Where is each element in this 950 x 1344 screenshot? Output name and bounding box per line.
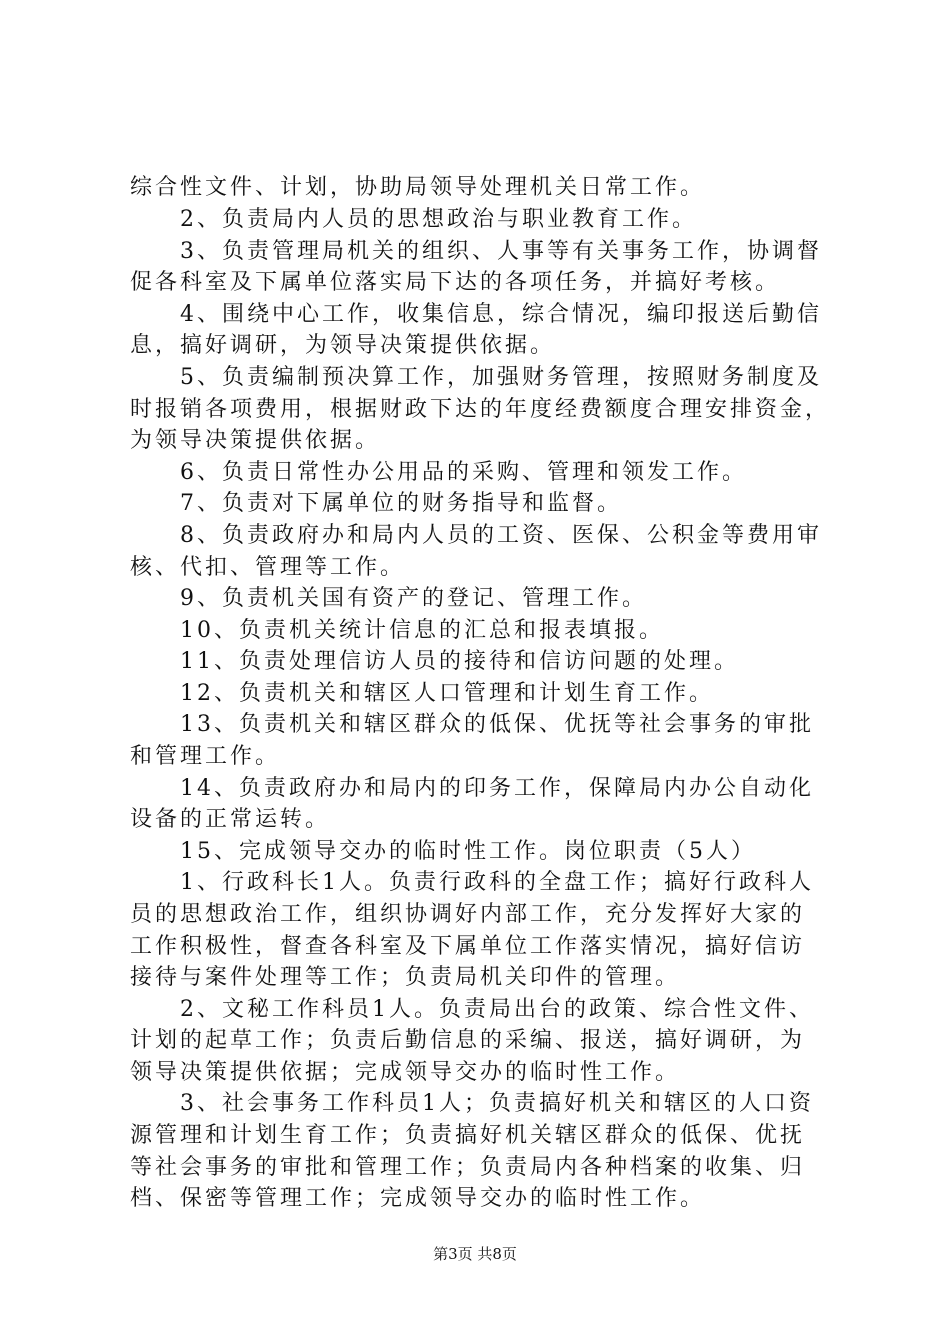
- text-line: 2、负责局内人员的思想政治与职业教育工作。: [130, 207, 697, 232]
- text-line: 2、文秘工作科员1人。负责局出台的政策、综合性文件、: [130, 997, 814, 1022]
- text-line: 15、完成领导交办的临时性工作。岗位职责（5人）: [130, 839, 756, 864]
- text-line: 综合性文件、计划，协助局领导处理机关日常工作。: [130, 175, 706, 200]
- page-number-footer: 第3页 共8页: [433, 1245, 517, 1263]
- text-line: 促各科室及下属单位落实局下达的各项任务，并搞好考核。: [130, 270, 781, 295]
- text-line: 核、代扣、管理等工作。: [130, 555, 406, 580]
- text-line: 10、负责机关统计信息的汇总和报表填报。: [130, 618, 664, 643]
- text-line: 4、围绕中心工作，收集信息，综合情况，编印报送后勤信: [130, 302, 822, 327]
- text-line: 9、负责机关国有资产的登记、管理工作。: [130, 586, 647, 611]
- text-line: 8、负责政府办和局内人员的工资、医保、公积金等费用审: [130, 523, 822, 548]
- text-line: 11、负责处理信访人员的接待和信访问题的处理。: [130, 649, 739, 674]
- text-line: 息，搞好调研，为领导决策提供依据。: [130, 333, 556, 358]
- text-line: 等社会事务的审批和管理工作；负责局内各种档案的收集、归: [130, 1155, 806, 1180]
- text-line: 为领导决策提供依据。: [130, 428, 381, 453]
- text-line: 源管理和计划生育工作；负责搞好机关辖区群众的低保、优抚: [130, 1123, 806, 1148]
- text-line: 5、负责编制预决算工作，加强财务管理，按照财务制度及: [130, 365, 822, 390]
- text-line: 领导决策提供依据；完成领导交办的临时性工作。: [130, 1060, 681, 1085]
- text-line: 14、负责政府办和局内的印务工作，保障局内办公自动化: [130, 776, 814, 801]
- text-line: 接待与案件处理等工作；负责局机关印件的管理。: [130, 965, 681, 990]
- text-line: 工作积极性，督查各科室及下属单位工作落实情况，搞好信访: [130, 934, 806, 959]
- text-line: 12、负责机关和辖区人口管理和计划生育工作。: [130, 681, 714, 706]
- text-line: 3、负责管理局机关的组织、人事等有关事务工作，协调督: [130, 239, 822, 264]
- text-line: 和管理工作。: [130, 744, 281, 769]
- text-line: 员的思想政治工作，组织协调好内部工作，充分发挥好大家的: [130, 902, 806, 927]
- text-line: 13、负责机关和辖区群众的低保、优抚等社会事务的审批: [130, 712, 814, 737]
- text-line: 档、保密等管理工作；完成领导交办的临时性工作。: [130, 1186, 706, 1211]
- text-line: 6、负责日常性办公用品的采购、管理和领发工作。: [130, 460, 747, 485]
- text-line: 设备的正常运转。: [130, 807, 331, 832]
- text-line: 计划的起草工作；负责后勤信息的采编、报送，搞好调研，为: [130, 1028, 806, 1053]
- text-line: 1、行政科长1人。负责行政科的全盘工作；搞好行政科人: [130, 870, 814, 895]
- text-line: 7、负责对下属单位的财务指导和监督。: [130, 491, 622, 516]
- text-line: 时报销各项费用，根据财政下达的年度经费额度合理安排资金，: [130, 397, 831, 422]
- text-line: 3、社会事务工作科员1人；负责搞好机关和辖区的人口资: [130, 1091, 814, 1116]
